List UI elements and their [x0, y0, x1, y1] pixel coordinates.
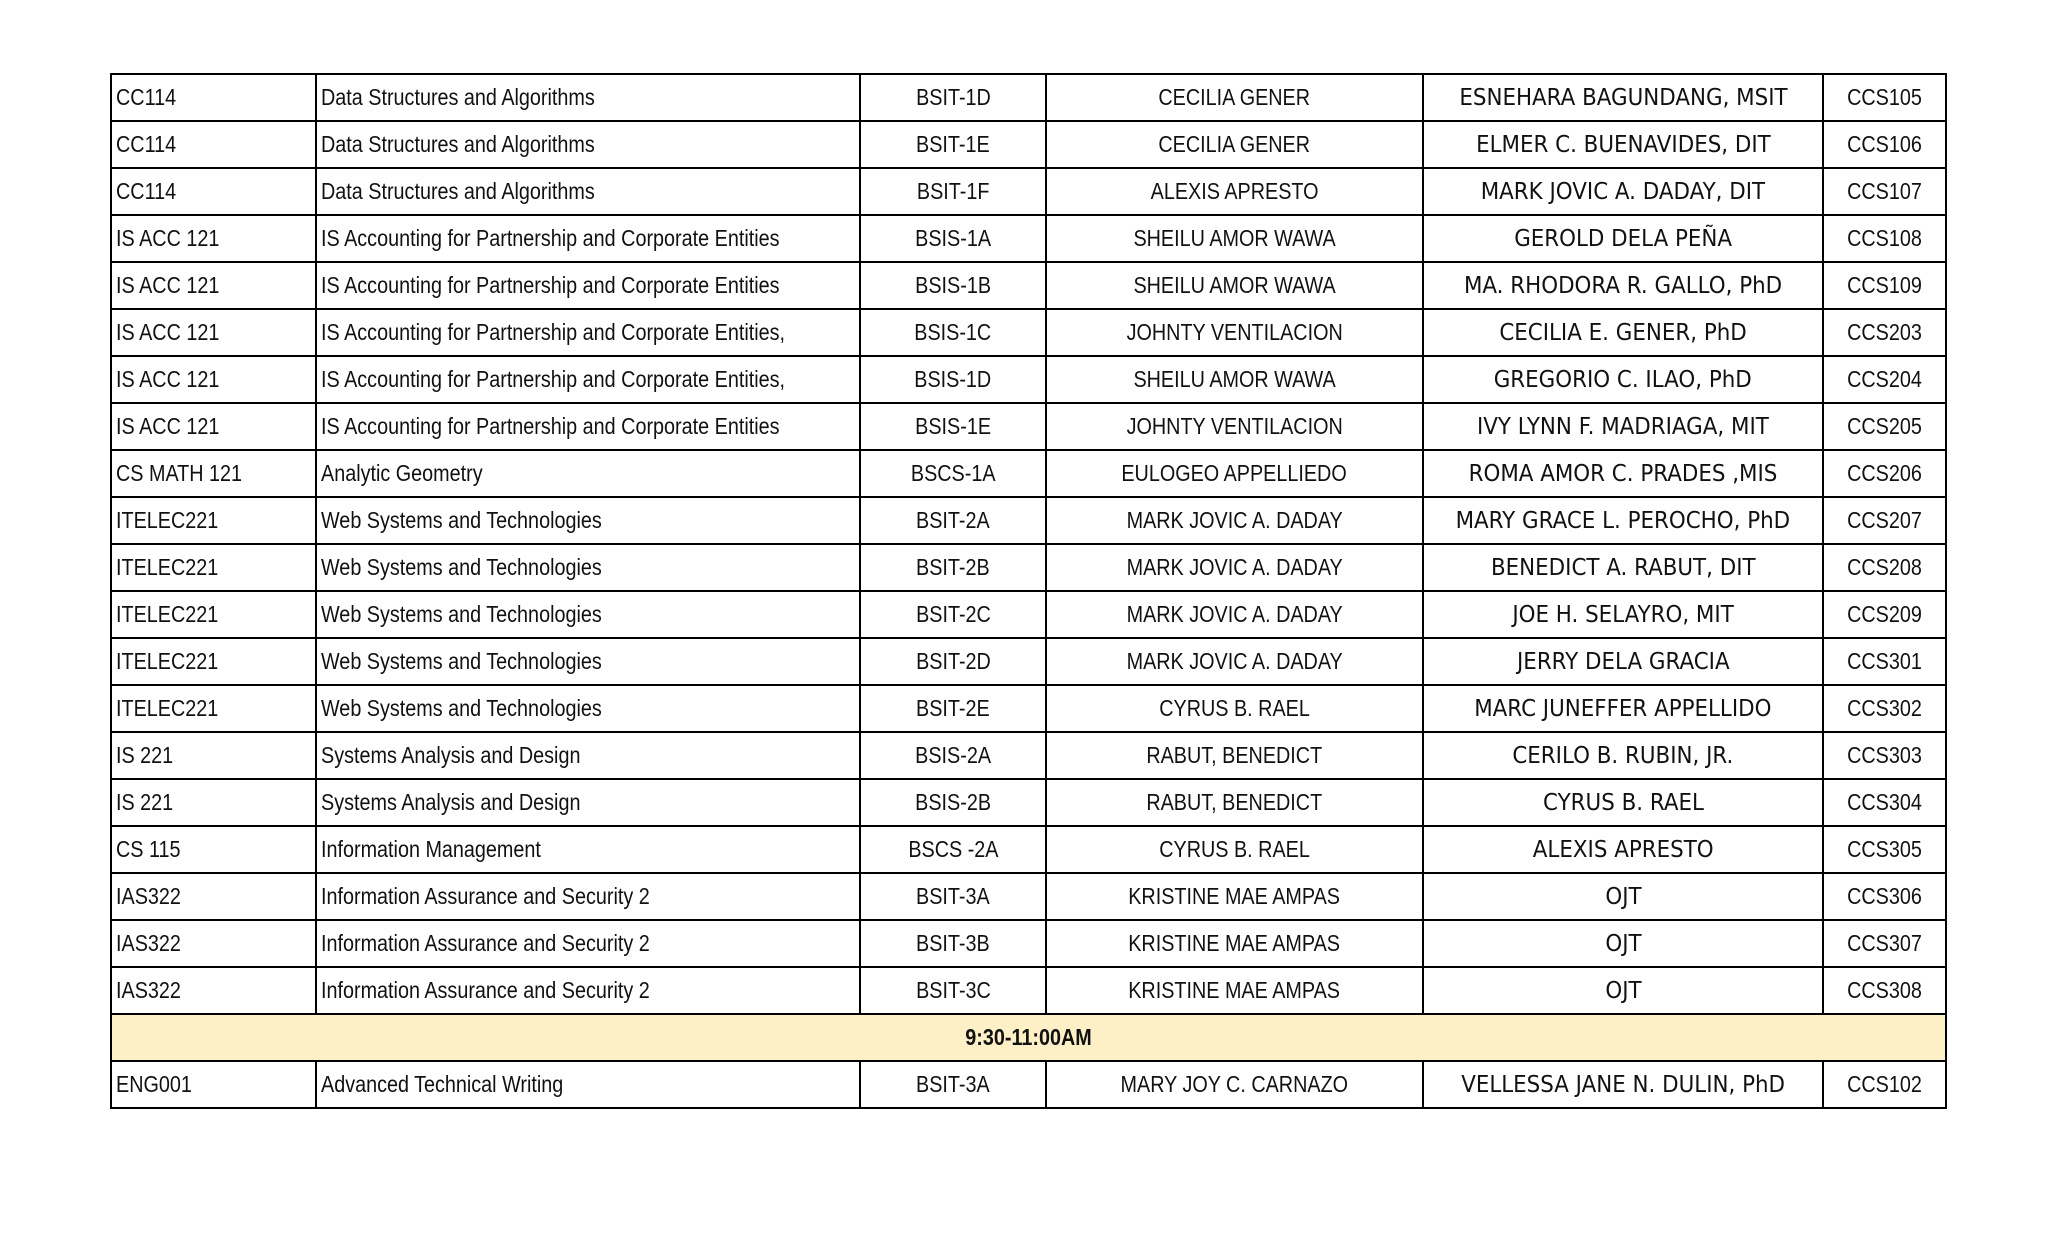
teacher-cell-text: CECILIA GENER: [1158, 131, 1311, 157]
course-code-cell-text: ITELEC221: [116, 601, 219, 627]
room-cell: [1823, 403, 1946, 450]
section-cell: [860, 591, 1046, 638]
room-cell-text: CCS208: [1847, 554, 1922, 580]
room-cell: [1823, 591, 1946, 638]
proctor-cell-text: CERILO B. RUBIN, JR.: [1512, 742, 1734, 769]
teacher-cell-text: RABUT, BENEDICT: [1146, 789, 1323, 815]
subject-cell: [316, 873, 860, 920]
teacher-cell-text: MARK JOVIC A. DADAY: [1126, 507, 1343, 533]
teacher-cell-text: SHEILU AMOR WAWA: [1133, 366, 1336, 392]
teacher-cell: [1046, 403, 1423, 450]
course-code-cell: [111, 121, 316, 168]
teacher-cell-text: MARY JOY C. CARNAZO: [1120, 1071, 1349, 1097]
subject-cell: [316, 168, 860, 215]
table-row: [111, 215, 1946, 262]
schedule-block-2: [111, 1061, 1946, 1108]
course-code-cell: [111, 309, 316, 356]
section-cell: [860, 779, 1046, 826]
course-code-cell: [111, 1061, 316, 1108]
course-code-cell-text: CC114: [116, 84, 177, 110]
section-cell: [860, 826, 1046, 873]
subject-cell-text: Systems Analysis and Design: [321, 742, 581, 768]
subject-cell-text: IS Accounting for Partnership and Corporate Entities,: [321, 366, 785, 392]
subject-cell-text: Data Structures and Algorithms: [321, 131, 595, 157]
section-cell: [860, 873, 1046, 920]
section-cell-text: BSIT-2A: [916, 507, 990, 533]
course-code-cell: [111, 262, 316, 309]
proctor-cell: [1423, 544, 1823, 591]
room-cell-text: CCS303: [1847, 742, 1922, 768]
teacher-cell: [1046, 1061, 1423, 1108]
section-cell-text: BSIT-1F: [916, 178, 990, 204]
course-code-cell: [111, 826, 316, 873]
teacher-cell-text: JOHNTY VENTILACION: [1126, 319, 1343, 345]
room-cell-text: CCS209: [1847, 601, 1922, 627]
subject-cell-text: Data Structures and Algorithms: [321, 84, 595, 110]
teacher-cell-text: CYRUS B. RAEL: [1159, 695, 1310, 721]
subject-cell-text: IS Accounting for Partnership and Corporate Entities,: [321, 319, 785, 345]
proctor-cell: [1423, 638, 1823, 685]
subject-cell-text: IS Accounting for Partnership and Corporate Entities: [321, 272, 780, 298]
course-code-cell: [111, 403, 316, 450]
room-cell: [1823, 121, 1946, 168]
room-cell-text: CCS205: [1847, 413, 1922, 439]
section-cell-text: BSCS-1A: [910, 460, 996, 486]
room-cell: [1823, 1061, 1946, 1108]
room-cell: [1823, 779, 1946, 826]
teacher-cell: [1046, 638, 1423, 685]
teacher-cell-text: ALEXIS APRESTO: [1150, 178, 1319, 204]
teacher-cell: [1046, 967, 1423, 1014]
subject-cell-text: Data Structures and Algorithms: [321, 178, 595, 204]
proctor-cell: [1423, 967, 1823, 1014]
proctor-cell: [1423, 497, 1823, 544]
proctor-cell-text: OJT: [1604, 883, 1642, 910]
section-cell: [860, 638, 1046, 685]
section-cell-text: BSIT-3A: [916, 883, 990, 909]
proctor-cell-text: JOE H. SELAYRO, MIT: [1512, 601, 1734, 628]
teacher-cell: [1046, 121, 1423, 168]
room-cell-text: CCS105: [1847, 84, 1922, 110]
room-cell-text: CCS308: [1847, 977, 1922, 1003]
time-slot-row: [111, 1014, 1946, 1061]
time-slot-block: [111, 1014, 1946, 1061]
subject-cell-text: Advanced Technical Writing: [321, 1071, 564, 1097]
section-cell: [860, 685, 1046, 732]
section-cell: [860, 168, 1046, 215]
room-cell-text: CCS108: [1847, 225, 1922, 251]
section-cell-text: BSIT-2B: [916, 554, 990, 580]
subject-cell-text: IS Accounting for Partnership and Corporate Entities: [321, 225, 780, 251]
room-cell: [1823, 74, 1946, 121]
teacher-cell: [1046, 309, 1423, 356]
course-code-cell-text: ITELEC221: [116, 648, 219, 674]
course-code-cell-text: ENG001: [116, 1071, 192, 1097]
table-row: [111, 873, 1946, 920]
proctor-cell-text: GEROLD DELA PEÑA: [1514, 225, 1732, 252]
table-row: [111, 121, 1946, 168]
room-cell: [1823, 309, 1946, 356]
proctor-cell-text: ESNEHARA BAGUNDANG, MSIT: [1458, 84, 1788, 111]
teacher-cell: [1046, 873, 1423, 920]
room-cell: [1823, 356, 1946, 403]
proctor-cell: [1423, 779, 1823, 826]
teacher-cell: [1046, 685, 1423, 732]
room-cell: [1823, 215, 1946, 262]
subject-cell: [316, 826, 860, 873]
subject-cell-text: Web Systems and Technologies: [321, 554, 602, 580]
proctor-cell-text: GREGORIO C. ILAO, PhD: [1493, 366, 1753, 393]
proctor-cell: [1423, 215, 1823, 262]
schedule-block-1: [111, 74, 1946, 1014]
section-cell-text: BSIS-1D: [914, 366, 992, 392]
teacher-cell: [1046, 591, 1423, 638]
room-cell-text: CCS102: [1847, 1071, 1922, 1097]
subject-cell-text: Web Systems and Technologies: [321, 648, 602, 674]
room-cell: [1823, 732, 1946, 779]
room-cell-text: CCS109: [1847, 272, 1922, 298]
table-row: [111, 544, 1946, 591]
teacher-cell: [1046, 826, 1423, 873]
room-cell-text: CCS306: [1847, 883, 1922, 909]
teacher-cell-text: KRISTINE MAE AMPAS: [1128, 977, 1341, 1003]
room-cell-text: CCS204: [1847, 366, 1922, 392]
teacher-cell-text: MARK JOVIC A. DADAY: [1126, 648, 1343, 674]
course-code-cell-text: IS 221: [116, 742, 174, 768]
room-cell: [1823, 450, 1946, 497]
section-cell-text: BSIS-2B: [915, 789, 991, 815]
teacher-cell-text: KRISTINE MAE AMPAS: [1128, 883, 1341, 909]
proctor-cell: [1423, 74, 1823, 121]
subject-cell-text: Analytic Geometry: [321, 460, 483, 486]
room-cell: [1823, 497, 1946, 544]
proctor-cell-text: MARC JUNEFFER APPELLIDO: [1474, 695, 1772, 722]
room-cell: [1823, 826, 1946, 873]
proctor-cell-text: ELMER C. BUENAVIDES, DIT: [1475, 131, 1771, 158]
room-cell: [1823, 168, 1946, 215]
proctor-cell: [1423, 826, 1823, 873]
course-code-cell-text: CC114: [116, 178, 177, 204]
course-code-cell: [111, 638, 316, 685]
section-cell-text: BSIT-1E: [916, 131, 990, 157]
section-cell-text: BSIT-1D: [915, 84, 991, 110]
proctor-cell: [1423, 732, 1823, 779]
section-cell: [860, 497, 1046, 544]
subject-cell: [316, 121, 860, 168]
room-cell-text: CCS301: [1847, 648, 1922, 674]
subject-cell: [316, 356, 860, 403]
section-cell: [860, 74, 1046, 121]
room-cell-text: CCS106: [1847, 131, 1922, 157]
subject-cell-text: Systems Analysis and Design: [321, 789, 581, 815]
teacher-cell-text: RABUT, BENEDICT: [1146, 742, 1323, 768]
proctor-cell: [1423, 920, 1823, 967]
teacher-cell: [1046, 74, 1423, 121]
teacher-cell: [1046, 544, 1423, 591]
course-code-cell-text: IS ACC 121: [116, 319, 220, 345]
teacher-cell-text: CYRUS B. RAEL: [1159, 836, 1310, 862]
teacher-cell-text: JOHNTY VENTILACION: [1126, 413, 1343, 439]
subject-cell: [316, 497, 860, 544]
section-cell-text: BSIS-1C: [914, 319, 992, 345]
course-code-cell: [111, 497, 316, 544]
table-row: [111, 262, 1946, 309]
teacher-cell-text: KRISTINE MAE AMPAS: [1128, 930, 1341, 956]
subject-cell: [316, 685, 860, 732]
proctor-cell: [1423, 403, 1823, 450]
table-row: [111, 967, 1946, 1014]
section-cell: [860, 356, 1046, 403]
section-cell: [860, 1061, 1046, 1108]
course-code-cell-text: IS ACC 121: [116, 413, 220, 439]
subject-cell-text: Information Management: [321, 836, 541, 862]
subject-cell-text: Information Assurance and Security 2: [321, 930, 650, 956]
subject-cell: [316, 638, 860, 685]
section-cell: [860, 121, 1046, 168]
proctor-cell-text: CYRUS B. RAEL: [1542, 789, 1704, 816]
section-cell-text: BSIT-3A: [916, 1071, 990, 1097]
course-code-cell-text: ITELEC221: [116, 554, 219, 580]
subject-cell: [316, 262, 860, 309]
course-code-cell: [111, 356, 316, 403]
table-row: [111, 638, 1946, 685]
course-code-cell: [111, 920, 316, 967]
table-row: [111, 450, 1946, 497]
table-row: [111, 403, 1946, 450]
section-cell: [860, 309, 1046, 356]
room-cell-text: CCS304: [1847, 789, 1922, 815]
proctor-cell: [1423, 873, 1823, 920]
room-cell-text: CCS305: [1847, 836, 1922, 862]
course-code-cell: [111, 591, 316, 638]
proctor-cell: [1423, 168, 1823, 215]
proctor-cell-text: OJT: [1604, 930, 1642, 957]
room-cell-text: CCS207: [1847, 507, 1922, 533]
subject-cell-text: Web Systems and Technologies: [321, 507, 602, 533]
teacher-cell-text: MARK JOVIC A. DADAY: [1126, 601, 1343, 627]
teacher-cell: [1046, 215, 1423, 262]
course-code-cell: [111, 450, 316, 497]
subject-cell: [316, 1061, 860, 1108]
table-row: [111, 74, 1946, 121]
room-cell: [1823, 262, 1946, 309]
section-cell-text: BSIS-1A: [915, 225, 991, 251]
subject-cell-text: IS Accounting for Partnership and Corporate Entities: [321, 413, 780, 439]
room-cell-text: CCS107: [1847, 178, 1922, 204]
course-code-cell: [111, 732, 316, 779]
proctor-cell-text: VELLESSA JANE N. DULIN, PhD: [1461, 1071, 1785, 1098]
subject-cell: [316, 215, 860, 262]
teacher-cell: [1046, 356, 1423, 403]
section-cell-text: BSIT-2D: [915, 648, 991, 674]
subject-cell: [316, 403, 860, 450]
subject-cell: [316, 450, 860, 497]
course-code-cell-text: CC114: [116, 131, 177, 157]
table-row: [111, 309, 1946, 356]
section-cell: [860, 920, 1046, 967]
teacher-cell: [1046, 497, 1423, 544]
section-cell-text: BSIS-1E: [915, 413, 991, 439]
proctor-cell-text: ROMA AMOR C. PRADES ,MIS: [1468, 460, 1778, 487]
proctor-cell-text: BENEDICT A. RABUT, DIT: [1490, 554, 1756, 581]
subject-cell: [316, 544, 860, 591]
course-code-cell: [111, 779, 316, 826]
room-cell: [1823, 638, 1946, 685]
section-cell-text: BSIT-3B: [916, 930, 990, 956]
teacher-cell-text: MARK JOVIC A. DADAY: [1126, 554, 1343, 580]
course-code-cell: [111, 168, 316, 215]
proctor-cell-text: JERRY DELA GRACIA: [1516, 648, 1730, 675]
teacher-cell: [1046, 732, 1423, 779]
proctor-cell: [1423, 356, 1823, 403]
subject-cell: [316, 74, 860, 121]
teacher-cell: [1046, 779, 1423, 826]
course-code-cell-text: IAS322: [116, 977, 181, 1003]
teacher-cell-text: SHEILU AMOR WAWA: [1133, 225, 1336, 251]
teacher-cell: [1046, 168, 1423, 215]
table-row: [111, 168, 1946, 215]
course-code-cell: [111, 215, 316, 262]
course-code-cell-text: ITELEC221: [116, 507, 219, 533]
proctor-cell-text: IVY LYNN F. MADRIAGA, MIT: [1477, 413, 1769, 440]
course-code-cell: [111, 685, 316, 732]
subject-cell: [316, 732, 860, 779]
proctor-cell: [1423, 591, 1823, 638]
time-slot-cell: [111, 1014, 1946, 1061]
course-code-cell-text: IS ACC 121: [116, 225, 220, 251]
teacher-cell: [1046, 262, 1423, 309]
course-code-cell-text: IS ACC 121: [116, 272, 220, 298]
section-cell-text: BSIS-2A: [915, 742, 991, 768]
course-code-cell: [111, 74, 316, 121]
proctor-cell-text: CECILIA E. GENER, PhD: [1499, 319, 1747, 346]
section-cell-text: BSIT-2C: [915, 601, 991, 627]
section-cell: [860, 403, 1046, 450]
section-cell: [860, 544, 1046, 591]
section-cell-text: BSIS-1B: [915, 272, 991, 298]
room-cell-text: CCS203: [1847, 319, 1922, 345]
table-row: [111, 591, 1946, 638]
schedule-table: [110, 73, 1947, 1109]
table-row: [111, 779, 1946, 826]
course-code-cell-text: CS MATH 121: [116, 460, 243, 486]
course-code-cell-text: CS 115: [116, 836, 181, 862]
section-cell-text: BSIT-2E: [916, 695, 990, 721]
course-code-cell-text: IAS322: [116, 930, 181, 956]
proctor-cell: [1423, 685, 1823, 732]
section-cell: [860, 262, 1046, 309]
subject-cell-text: Web Systems and Technologies: [321, 695, 602, 721]
section-cell: [860, 450, 1046, 497]
proctor-cell-text: MARK JOVIC A. DADAY, DIT: [1480, 178, 1766, 205]
proctor-cell: [1423, 1061, 1823, 1108]
subject-cell: [316, 779, 860, 826]
course-code-cell: [111, 873, 316, 920]
section-cell-text: BSIT-3C: [915, 977, 991, 1003]
teacher-cell: [1046, 450, 1423, 497]
proctor-cell-text: OJT: [1604, 977, 1642, 1004]
course-code-cell-text: IAS322: [116, 883, 181, 909]
room-cell: [1823, 544, 1946, 591]
section-cell: [860, 967, 1046, 1014]
proctor-cell-text: MARY GRACE L. PEROCHO, PhD: [1455, 507, 1791, 534]
table-row: [111, 1061, 1946, 1108]
table-row: [111, 356, 1946, 403]
room-cell: [1823, 967, 1946, 1014]
table-row: [111, 826, 1946, 873]
table-row: [111, 685, 1946, 732]
subject-cell: [316, 309, 860, 356]
room-cell-text: CCS206: [1847, 460, 1922, 486]
subject-cell-text: Web Systems and Technologies: [321, 601, 602, 627]
table-row: [111, 732, 1946, 779]
table-row: [111, 497, 1946, 544]
room-cell-text: CCS307: [1847, 930, 1922, 956]
proctor-cell-text: ALEXIS APRESTO: [1532, 836, 1714, 863]
subject-cell: [316, 591, 860, 638]
section-cell: [860, 732, 1046, 779]
proctor-cell: [1423, 309, 1823, 356]
subject-cell: [316, 967, 860, 1014]
table-row: [111, 920, 1946, 967]
course-code-cell-text: IS 221: [116, 789, 174, 815]
room-cell: [1823, 920, 1946, 967]
course-code-cell-text: ITELEC221: [116, 695, 219, 721]
course-code-cell: [111, 544, 316, 591]
course-code-cell: [111, 967, 316, 1014]
proctor-cell: [1423, 262, 1823, 309]
section-cell: [860, 215, 1046, 262]
teacher-cell-text: CECILIA GENER: [1158, 84, 1311, 110]
subject-cell-text: Information Assurance and Security 2: [321, 977, 650, 1003]
subject-cell: [316, 920, 860, 967]
teacher-cell: [1046, 920, 1423, 967]
room-cell: [1823, 873, 1946, 920]
subject-cell-text: Information Assurance and Security 2: [321, 883, 650, 909]
proctor-cell-text: MA. RHODORA R. GALLO, PhD: [1463, 272, 1783, 299]
room-cell: [1823, 685, 1946, 732]
room-cell-text: CCS302: [1847, 695, 1922, 721]
exam-schedule-sheet: [110, 73, 1945, 1109]
time-slot-label: 9:30-11:00AM: [965, 1024, 1092, 1050]
proctor-cell: [1423, 121, 1823, 168]
section-cell-text: BSCS -2A: [907, 836, 999, 862]
teacher-cell-text: SHEILU AMOR WAWA: [1133, 272, 1336, 298]
course-code-cell-text: IS ACC 121: [116, 366, 220, 392]
teacher-cell-text: EULOGEO APPELLIEDO: [1121, 460, 1348, 486]
proctor-cell: [1423, 450, 1823, 497]
